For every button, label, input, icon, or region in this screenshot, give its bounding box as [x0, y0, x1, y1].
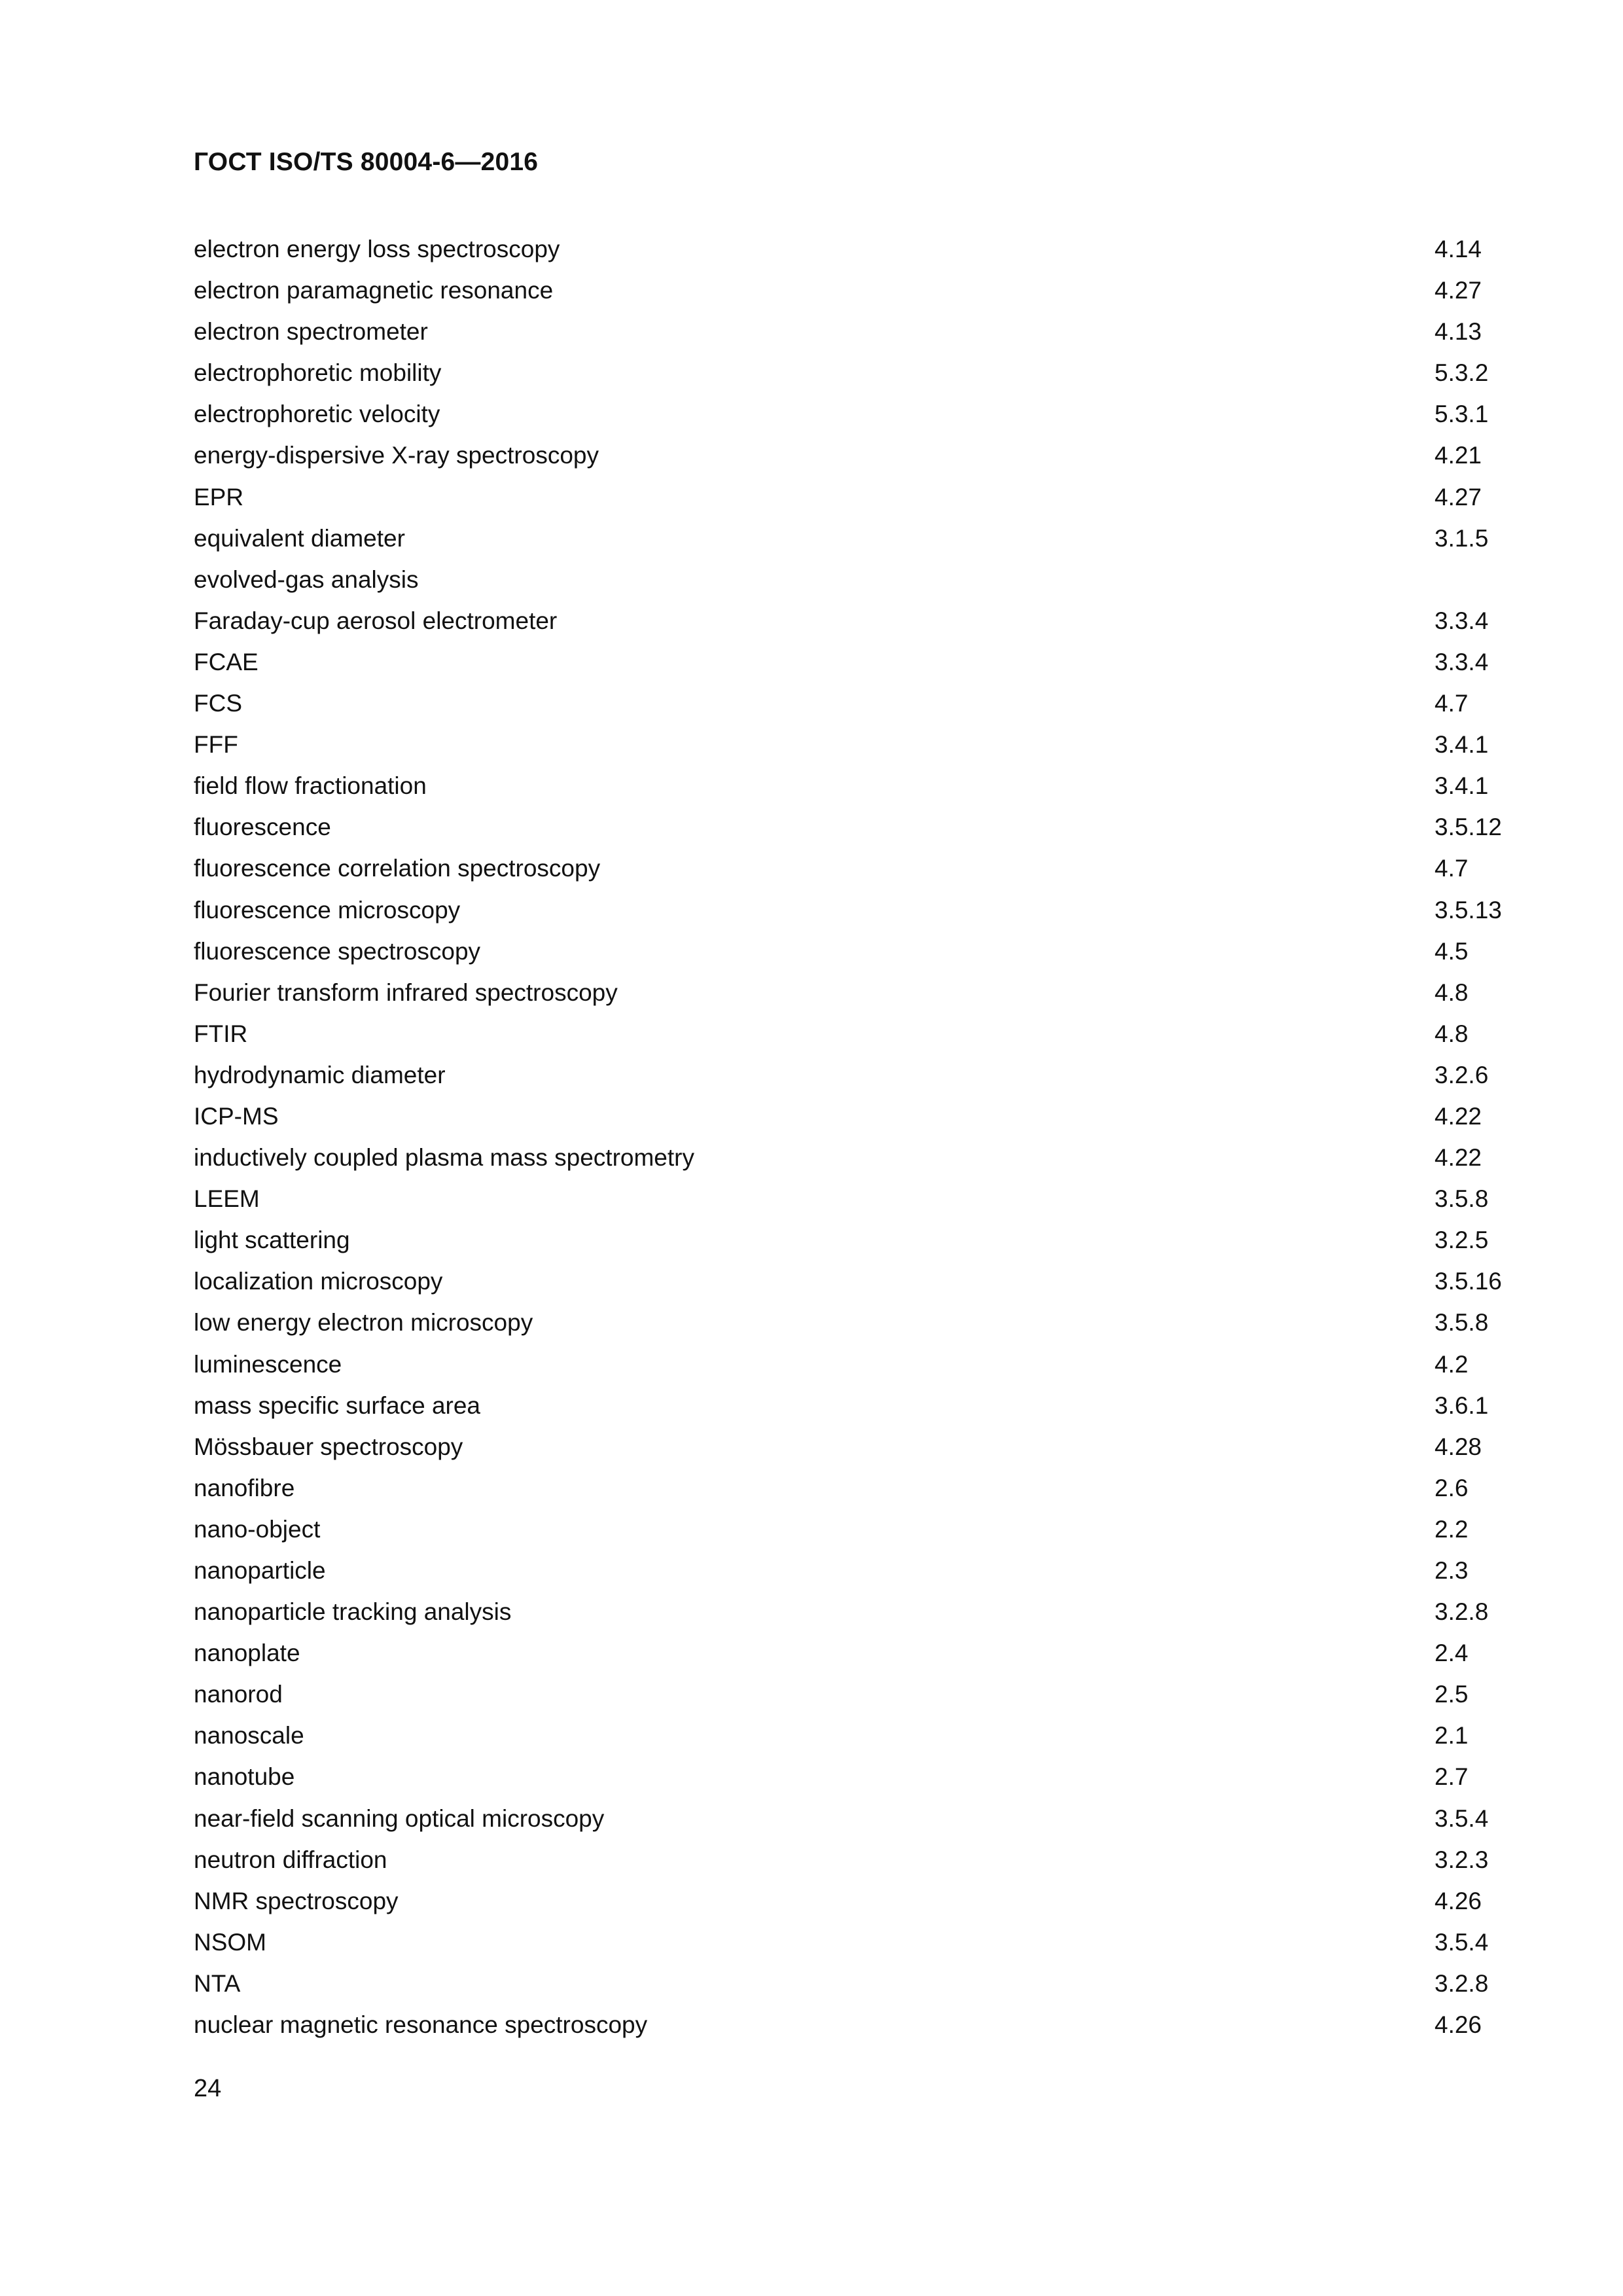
index-reference: 4.21 — [1435, 442, 1482, 469]
index-reference: 2.7 — [1435, 1763, 1469, 1791]
term-index-list — [194, 228, 1509, 2045]
index-reference: 4.8 — [1435, 1020, 1469, 1047]
index-term: nuclear magnetic resonance spectroscopy — [194, 2011, 648, 2039]
index-entry — [194, 1426, 1509, 1467]
index-entry — [194, 476, 1509, 518]
index-entry — [194, 1302, 1509, 1343]
index-reference: 3.2.6 — [1435, 1061, 1489, 1088]
index-entry — [194, 1798, 1509, 1839]
index-entry — [194, 270, 1509, 311]
index-term: FCS — [194, 690, 242, 717]
index-term: Mössbauer spectroscopy — [194, 1433, 463, 1460]
index-term: low energy electron microscopy — [194, 1309, 533, 1336]
index-term: LEEM — [194, 1185, 260, 1213]
index-term: electrophoretic mobility — [194, 359, 442, 387]
index-entry — [194, 765, 1509, 806]
index-entry — [194, 1385, 1509, 1426]
index-reference: 3.3.4 — [1435, 607, 1489, 634]
index-reference: 4.22 — [1435, 1102, 1482, 1130]
index-term: nanofibre — [194, 1474, 295, 1501]
index-entry — [194, 228, 1509, 270]
index-term: field flow fractionation — [194, 772, 427, 800]
index-term: luminescence — [194, 1350, 342, 1378]
index-entry — [194, 1632, 1509, 1674]
index-term: nanorod — [194, 1681, 283, 1708]
index-entry — [194, 1219, 1509, 1261]
index-reference: 4.27 — [1435, 277, 1482, 304]
index-reference: 4.2 — [1435, 1350, 1469, 1378]
index-reference: 4.22 — [1435, 1144, 1482, 1172]
index-term: FFF — [194, 731, 238, 759]
index-term: hydrodynamic diameter — [194, 1061, 446, 1088]
index-term: NSOM — [194, 1928, 266, 1956]
index-reference: 2.5 — [1435, 1681, 1469, 1708]
index-entry — [194, 518, 1509, 559]
index-term: nanoparticle — [194, 1557, 326, 1584]
index-term: FCAE — [194, 648, 259, 675]
index-term: localization microscopy — [194, 1268, 443, 1295]
index-entry — [194, 683, 1509, 724]
index-term: ICP-MS — [194, 1102, 279, 1130]
index-entry — [194, 1467, 1509, 1509]
index-reference: 4.7 — [1435, 690, 1469, 717]
index-reference: 5.3.1 — [1435, 401, 1489, 428]
index-entry — [194, 806, 1509, 848]
index-reference: 3.6.1 — [1435, 1391, 1489, 1419]
index-term: EPR — [194, 483, 244, 511]
index-term: nanoplate — [194, 1640, 300, 1667]
index-reference: 3.2.3 — [1435, 1846, 1489, 1873]
index-entry — [194, 600, 1509, 641]
index-reference: 3.5.16 — [1435, 1268, 1502, 1295]
index-term: mass specific surface area — [194, 1391, 481, 1419]
index-entry — [194, 1137, 1509, 1178]
index-reference: 3.3.4 — [1435, 648, 1489, 675]
index-entry — [194, 393, 1509, 435]
index-entry — [194, 1261, 1509, 1302]
index-entry — [194, 311, 1509, 352]
index-reference: 3.2.5 — [1435, 1227, 1489, 1254]
index-term: near-field scanning optical microscopy — [194, 1804, 605, 1832]
index-entry — [194, 1178, 1509, 1219]
index-entry — [194, 1715, 1509, 1756]
index-reference: 3.5.4 — [1435, 1804, 1489, 1832]
index-term: Faraday-cup aerosol electrometer — [194, 607, 558, 634]
index-term: FTIR — [194, 1020, 248, 1047]
index-reference: 3.5.13 — [1435, 896, 1502, 924]
index-term: nano-object — [194, 1515, 321, 1543]
index-reference: 2.6 — [1435, 1474, 1469, 1501]
index-reference: 4.7 — [1435, 855, 1469, 882]
index-term: fluorescence spectroscopy — [194, 937, 481, 965]
index-entry — [194, 1096, 1509, 1137]
index-term: fluorescence microscopy — [194, 896, 461, 924]
index-reference: 4.8 — [1435, 978, 1469, 1006]
index-term: Fourier transform infrared spectroscopy — [194, 978, 618, 1006]
index-reference: 4.28 — [1435, 1433, 1482, 1460]
page-number: 24 — [194, 2075, 222, 2102]
index-term: light scattering — [194, 1227, 350, 1254]
index-reference: 3.5.8 — [1435, 1185, 1489, 1213]
index-reference: 3.5.8 — [1435, 1309, 1489, 1336]
index-reference: 4.13 — [1435, 318, 1482, 346]
index-entry — [194, 1963, 1509, 2004]
index-reference: 4.14 — [1435, 236, 1482, 262]
index-entry — [194, 1344, 1509, 1385]
index-term: fluorescence correlation spectroscopy — [194, 855, 601, 882]
document-header: ГОСТ ISO/TS 80004-6—2016 — [194, 148, 539, 176]
index-reference: 3.1.5 — [1435, 524, 1489, 552]
index-entry — [194, 1674, 1509, 1715]
index-term: electron paramagnetic resonance — [194, 277, 554, 304]
index-term: nanotube — [194, 1763, 295, 1791]
index-term: NTA — [194, 1969, 241, 1997]
index-entry — [194, 1013, 1509, 1054]
index-entry — [194, 1054, 1509, 1096]
index-entry — [194, 1509, 1509, 1550]
index-term: electron spectrometer — [194, 318, 428, 346]
index-reference: 4.5 — [1435, 937, 1469, 965]
index-term: fluorescence — [194, 814, 331, 841]
index-reference: 4.26 — [1435, 1887, 1482, 1914]
index-term: NMR spectroscopy — [194, 1887, 399, 1914]
index-reference: 5.3.2 — [1435, 359, 1489, 387]
index-term: energy-dispersive X-ray spectroscopy — [194, 442, 599, 469]
index-term: inductively coupled plasma mass spectrometry — [194, 1144, 694, 1172]
index-reference: 2.2 — [1435, 1515, 1469, 1543]
index-term: electrophoretic velocity — [194, 401, 440, 428]
index-term: neutron diffraction — [194, 1846, 387, 1873]
index-term: electron energy loss spectroscopy — [194, 236, 560, 262]
index-reference: 3.2.8 — [1435, 1969, 1489, 1997]
index-reference: 3.4.1 — [1435, 731, 1489, 759]
index-reference: 2.4 — [1435, 1640, 1469, 1667]
index-reference: 3.5.4 — [1435, 1928, 1489, 1956]
index-entry — [194, 1839, 1509, 1880]
index-entry — [194, 435, 1509, 476]
index-term: nanoscale — [194, 1722, 304, 1749]
index-entry — [194, 1591, 1509, 1632]
index-entry — [194, 972, 1509, 1013]
index-entry — [194, 1550, 1509, 1591]
index-entry — [194, 889, 1509, 931]
index-reference: 4.27 — [1435, 483, 1482, 511]
index-entry — [194, 559, 1509, 600]
index-entry — [194, 352, 1509, 393]
index-entry — [194, 1880, 1509, 1922]
index-reference: 4.26 — [1435, 2011, 1482, 2039]
index-reference: 2.3 — [1435, 1557, 1469, 1584]
index-reference: 3.5.12 — [1435, 814, 1502, 841]
index-reference: 2.1 — [1435, 1722, 1469, 1749]
index-term: equivalent diameter — [194, 524, 405, 552]
index-entry — [194, 1922, 1509, 1963]
index-entry — [194, 931, 1509, 972]
index-entry — [194, 2004, 1509, 2045]
index-term: nanoparticle tracking analysis — [194, 1598, 512, 1626]
index-reference: 3.2.8 — [1435, 1598, 1489, 1626]
index-entry — [194, 724, 1509, 765]
index-entry — [194, 848, 1509, 889]
index-reference: 3.4.1 — [1435, 772, 1489, 800]
index-entry — [194, 1756, 1509, 1797]
index-term: evolved-gas analysis — [194, 565, 419, 593]
index-entry — [194, 641, 1509, 683]
